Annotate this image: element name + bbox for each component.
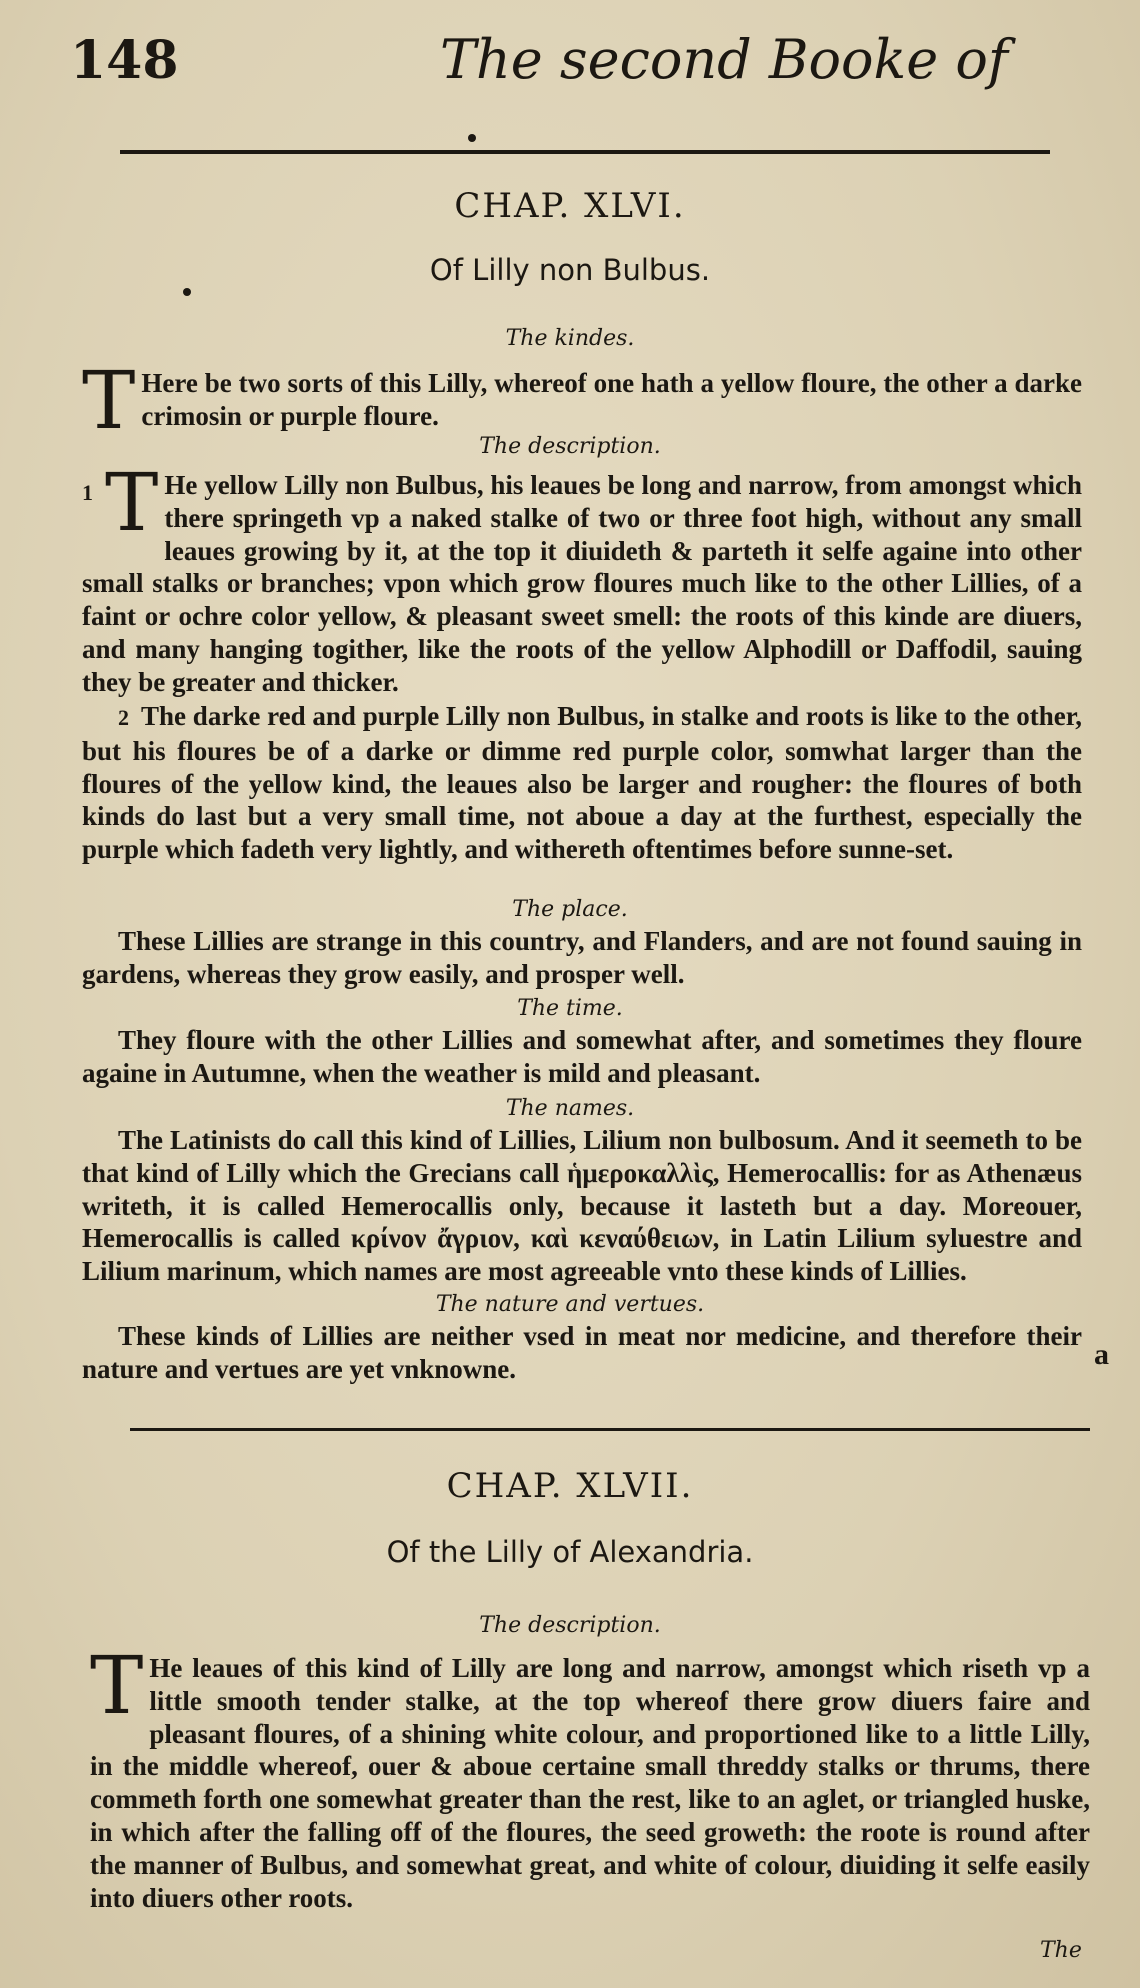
section-head-time: The time. xyxy=(517,996,623,1021)
chapter-divider-rule xyxy=(130,1428,1090,1431)
section-head-place: The place. xyxy=(512,897,628,922)
ink-dot xyxy=(468,134,476,142)
paragraph-description-1: 1 T He yellow Lilly non Bulbus, his leaues be long and narrow, from amongst which there springeth vp a naked stalke of two or three foot high, without any small leaues growing by it, at the top it diuideth & parteth it selfe againe into other small stalks or branches; vpon which grow floures much like to the other Lillies, of a faint or ochre color yellow, & pleasant sweet smell: the roots of this kinde are diuers, and many hanging togither, like the roots of the yellow Alphodill or Daffodil, sauing they be greater and thicker. xyxy=(82,456,1082,697)
chapter-heading: CHAP. XLVI. xyxy=(454,186,686,226)
chapter-title: Of the Lilly of Alexandria. xyxy=(386,1535,754,1569)
paragraph-description-2: 2 The darke red and purple Lilly non Bulbus, in stalke and roots is like to the other, but his floures be of a darke or dimme red purple color, somwhat larger than the floures of the yellow kind, the leaues also be larger and rougher: the floures of both kinds do last but a very small time, not aboue a day at the furthest, especially the purple which fadeth very lightly, and withereth oftentimes before sunne-set. xyxy=(82,701,1082,865)
catchword: The xyxy=(1040,1938,1082,1963)
drop-cap: T xyxy=(82,354,136,447)
chapter-heading: CHAP. XLVII. xyxy=(446,1466,694,1506)
section-head-description: The description. xyxy=(479,434,661,459)
paragraph-nature: These kinds of Lillies are neither vsed in meat nor medicine, and therefore their nature and vertues are yet vnknowne. xyxy=(82,1321,1082,1384)
item-number: 2 xyxy=(118,705,129,730)
drop-cap: T xyxy=(90,1639,144,1732)
section-head-description: The description. xyxy=(479,1613,661,1638)
drop-cap: T xyxy=(105,456,159,549)
ink-dot xyxy=(183,288,191,296)
paragraph-place: These Lillies are strange in this country, and Flanders, and are not found sauing in gardens, whereas they grow easily, and prosper well. xyxy=(82,926,1082,989)
section-head-nature: The nature and vertues. xyxy=(435,1292,705,1317)
paragraph-time: They floure with the other Lillies and somewhat after, and sometimes they floure againe in Autumne, when the weather is mild and pleasant. xyxy=(82,1025,1082,1088)
item-number: 1 xyxy=(82,480,93,505)
paragraph-alexandria-description: T He leaues of this kind of Lilly are long and narrow, amongst which riseth vp a little smooth tender stalke, at the top whereof there grow diuers faire and pleasant floures, of a shining white colour, and proportioned like to a little Lilly, in the middle whereof, ouer & aboue certaine small threddy stalks or thrums, there commeth forth one somewhat greater than the rest, like to an aglet, or triangled huske, in which after the falling off of the floures, the seed groweth: the roote is round after the manner of Bulbus, and somewhat great, and white of colour, diuiding it selfe easily into diuers other roots. xyxy=(90,1639,1090,1913)
section-head-names: The names. xyxy=(505,1096,635,1121)
chapter-title: Of Lilly non Bulbus. xyxy=(429,253,711,287)
header-rule xyxy=(120,150,1050,154)
page-number: 148 xyxy=(70,30,179,91)
running-head: The second Booke of xyxy=(440,28,1008,91)
margin-letter: a xyxy=(1094,1338,1109,1371)
section-head-kindes: The kindes. xyxy=(505,326,635,351)
paragraph-names: The Latinists do call this kind of Lillies, Lilium non bulbosum. And it seemeth to be that kind of Lilly which the Grecians call ἡμεροκαλλὶς, Hemerocallis: for as Athenæus writeth, it is called Hemerocallis only, because it lasteth but a day. Moreouer, Hemerocallis is called κρίνον ἄγριον, καὶ κεναύθειων, in Latin Lilium syluestre and Lilium marinum, which names are most agreeable vnto these kinds of Lillies. xyxy=(82,1125,1082,1287)
paragraph-kindes: T Here be two sorts of this Lilly, whereof one hath a yellow floure, the other a darke crimosin or purple floure. xyxy=(82,354,1082,447)
